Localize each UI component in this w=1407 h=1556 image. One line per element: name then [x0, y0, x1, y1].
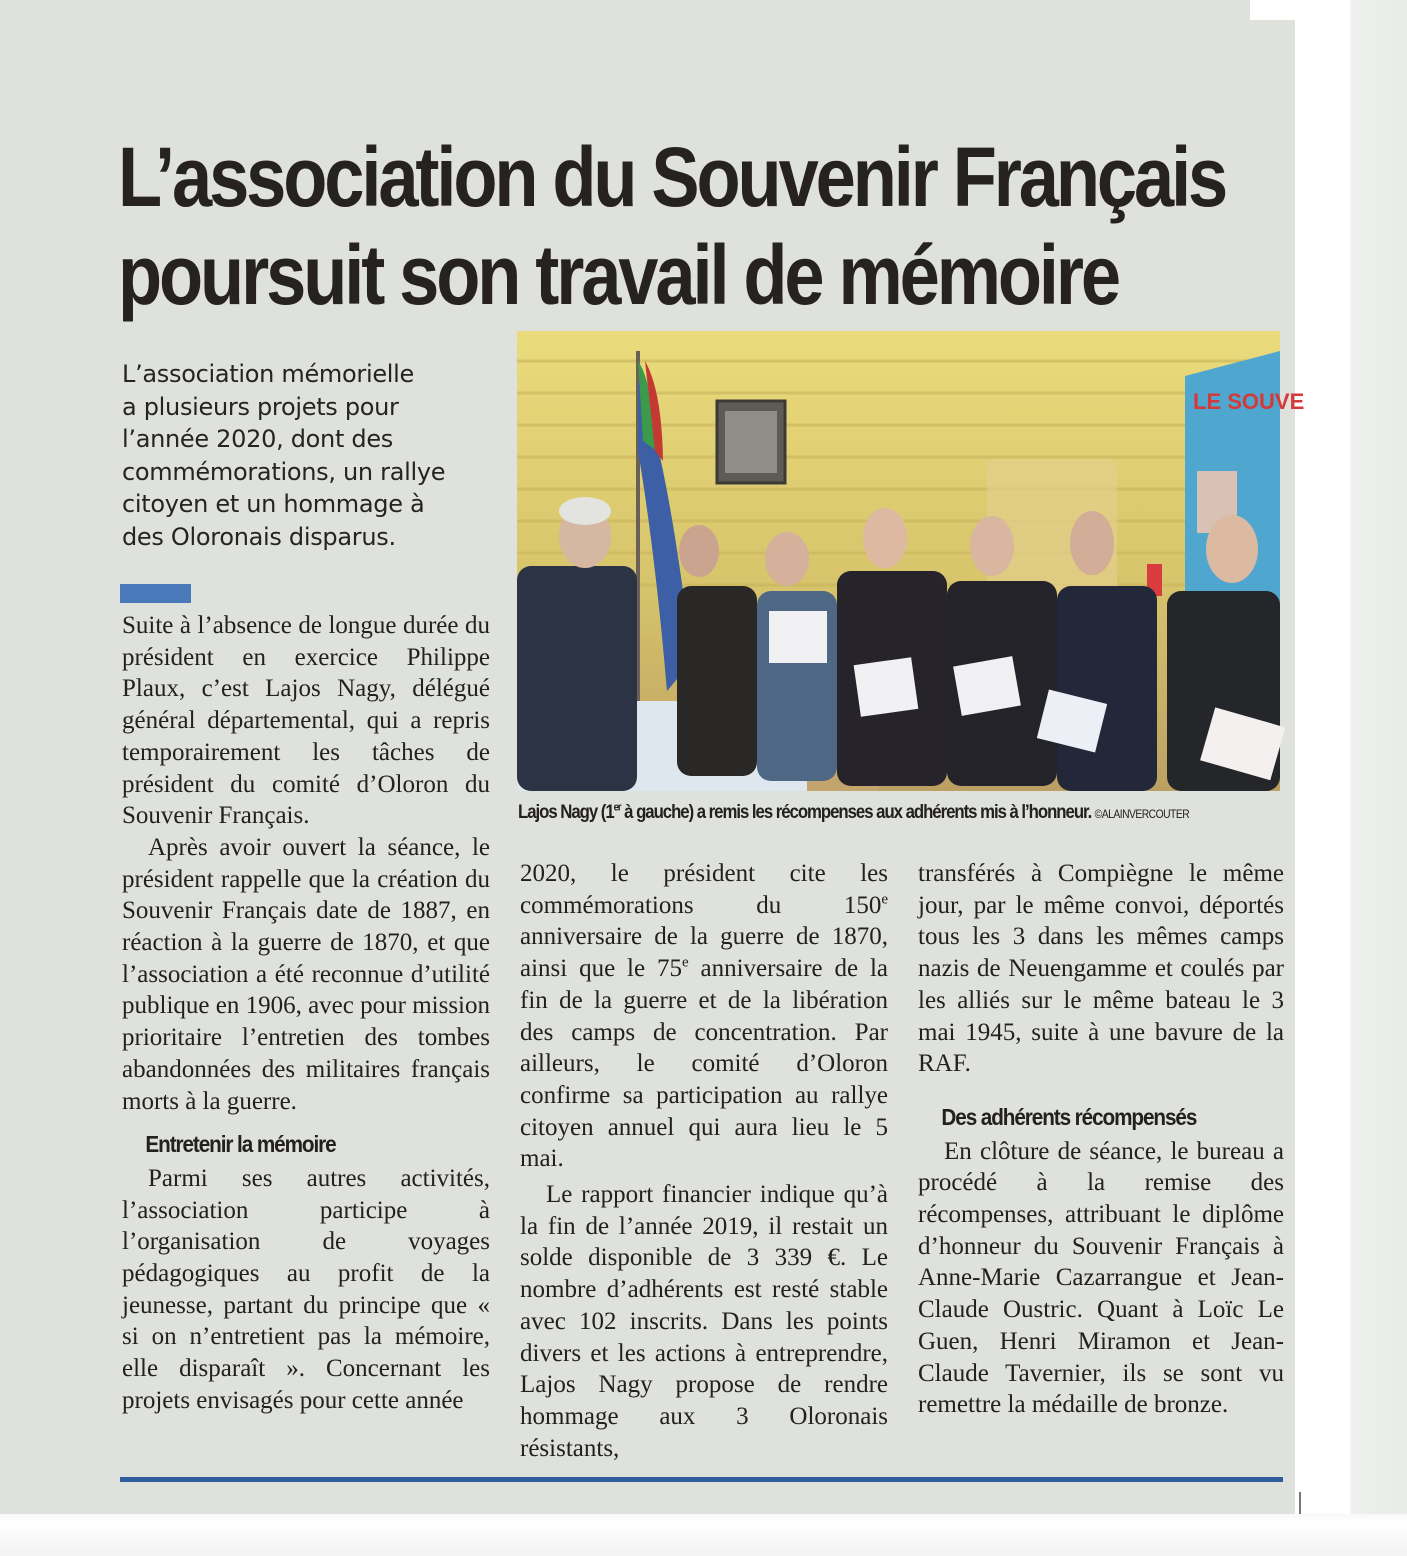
diploma	[854, 657, 919, 717]
article-headline	[118, 128, 1226, 324]
article-standfirst	[122, 358, 502, 553]
scan-margin-tab	[1250, 0, 1300, 20]
paragraph: En clôture de séance, le bureau a procédé à la remise des récompenses, attribuant le diplôme d’honneur du Souvenir Français à Anne-Marie Cazarrangue et Jean-Claude Oustric. Quant à Loïc Le Guen, Henri Miramon et Jean-Claude Tavernier, ils se sont vu remettre la médaille de bronze.	[918, 1137, 1284, 1419]
standfirst-line: L’association mémorielle	[122, 360, 414, 388]
caption-superscript: er	[613, 801, 621, 814]
ordinal-suffix: e	[881, 891, 888, 908]
subheading: Des adhérents récompensés	[941, 1103, 1197, 1130]
photo-caption	[518, 801, 1189, 824]
paragraph: transférés à Compiègne le même jour, par le même convoi, déportés tous les 3 dans les mêmes camps nazis de Neuengamme et coulés par les alliés sur le même bateau le 3 mai 1945, suite à une bavure de la RAF.	[918, 860, 1284, 1078]
headline-line-2: poursuit son travail de mémoire	[118, 228, 1118, 322]
article-photo	[517, 331, 1305, 791]
article-column-1	[122, 610, 490, 1417]
standfirst-line: citoyen et un hommage à	[122, 490, 425, 518]
paragraph: Suite à l’absence de longue durée du président en exercice Philippe Plaux, c’est Lajos Nagy, délégué général départemental, qui a repris temporairement les tâches de président du comité d’Oloron du Souvenir Français.	[122, 612, 490, 830]
wall-frame-picture	[725, 411, 777, 473]
standfirst-line: a plusieurs projets pour	[122, 392, 399, 421]
caption-text-end: à gauche) a remis les récompenses aux adhérents mis à l’honneur.	[620, 801, 1092, 823]
banner-text: LE SOUVE	[1193, 389, 1305, 414]
standfirst-line: commémorations, un rallye	[122, 457, 446, 486]
scan-margin-bottom	[0, 1514, 1407, 1556]
paragraph	[520, 858, 888, 1175]
paragraph: Après avoir ouvert la séance, le président rappelle que la création du Souvenir Français date de 1887, en réaction à la guerre de 1870, et que l’association a été reconnue d’utilité publique en 1906, avec pour mission prioritaire l’entretien des tombes abandonnées des militaires français morts à la guerre.	[122, 833, 490, 1115]
crop-mark	[1299, 1492, 1301, 1514]
article-column-3	[918, 858, 1284, 1421]
paragraph: Parmi ses autres activités, l’association participe à l’organisation de voyages pédagogiques au profit de la jeunesse, partant du principe que « si on n’entretient pas la mémoire, elle disparaît ». Concernant les projets envisagés pour cette année	[122, 1164, 490, 1414]
standfirst-line: des Oloronais disparus.	[122, 522, 396, 551]
paragraph-part: anniversaire de la guerre de 1870, ainsi que le 75	[520, 923, 888, 983]
subheading: Entretenir la mémoire	[145, 1131, 336, 1158]
article-column-2	[520, 858, 888, 1464]
paragraph: Le rapport financier indique qu’à la fin de l’année 2019, il restait un solde disponible de 3 339 €. Le nombre d’adhérents est resté stable avec 102 inscrits. Dans les points divers et les actions à entreprendre, Lajos Nagy propose de rendre hommage aux 3 Oloronais résistants,	[520, 1181, 888, 1462]
diploma	[953, 656, 1021, 716]
photo-illustration	[517, 331, 1305, 791]
caption-text-start: Lajos Nagy (1	[518, 801, 614, 823]
photo-credit: ©ALAINVERCOUTER	[1094, 807, 1190, 821]
diploma	[769, 611, 827, 663]
scan-margin-right	[1295, 0, 1407, 1556]
bottom-rule	[120, 1477, 1283, 1482]
ordinal-suffix: e	[681, 954, 689, 971]
headline-line-1: L’association du Souvenir Français	[118, 130, 1226, 224]
paragraph-part: 2020, le président cite les commémorations du 150	[520, 860, 888, 919]
standfirst-line: l’année 2020, dont des	[122, 425, 393, 453]
paragraph-part: anniversaire de la fin de la guerre et de la libération des camps de concentration. Par ailleurs, le comité d’Oloron confirme sa participation au rallye citoyen annuel qui aura lieu le 5 mai.	[520, 955, 889, 1173]
section-tag-bar	[120, 584, 191, 603]
